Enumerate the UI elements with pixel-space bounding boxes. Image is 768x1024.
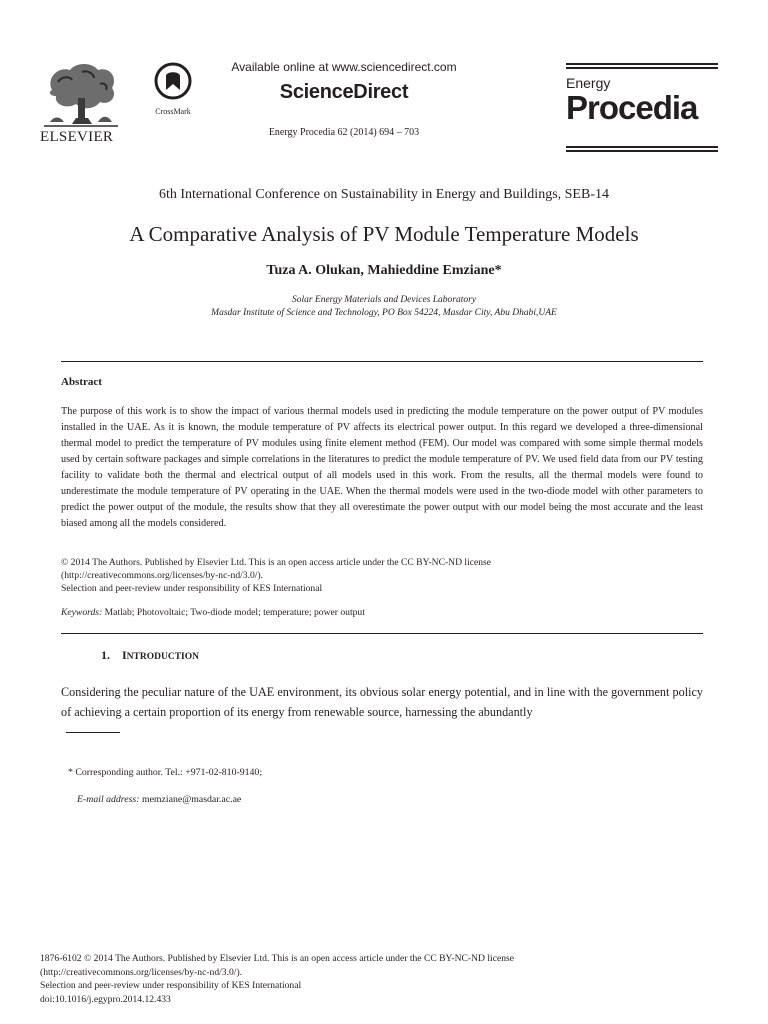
affiliation-line: Solar Energy Materials and Devices Laboratory (291, 295, 477, 305)
elsevier-tree-icon (42, 60, 120, 130)
conference-name: 6th International Conference on Sustainability in Energy and Buildings, SEB-14 (158, 187, 609, 202)
copyright-line: © 2014 The Authors. Published by Elsevier Ltd. This is an open access article under the CC BY-NC-ND license (61, 557, 492, 568)
keywords (61, 607, 703, 618)
affiliation-line: Masdar Institute of Science and Technology, PO Box 54224, Masdar City, Abu Dhabi,UAE (211, 308, 557, 318)
keywords-list: Matlab; Photovoltaic; Two-diode model; temperature; power output (102, 607, 365, 618)
email-address[interactable]: memziane@masdar.ac.ae (139, 794, 242, 805)
email-note (77, 794, 241, 805)
section-divider (61, 361, 703, 362)
section-divider (61, 633, 703, 634)
elsevier-logo (40, 60, 126, 146)
abstract-heading: Abstract (61, 376, 102, 388)
keywords-label: Keywords: (61, 607, 103, 618)
section-heading (101, 648, 199, 663)
logo-rule (566, 146, 718, 148)
logo-energy-text: Energy (566, 75, 611, 91)
corresponding-author-note: * Corresponding author. Tel.: +971-02-810-9140; (68, 767, 263, 778)
peer-review-line: Selection and peer-review under responsibility of KES International (40, 980, 302, 991)
logo-rule (566, 150, 718, 152)
bottom-copyright (40, 952, 720, 1006)
journal-header-center (214, 60, 474, 138)
logo-rule (566, 67, 718, 69)
logo-procedia-text: Procedia (566, 89, 698, 126)
footnote-rule (66, 732, 120, 733)
crossmark-badge[interactable] (148, 62, 198, 116)
affiliation (0, 294, 768, 320)
section-number: 1. (101, 648, 110, 662)
license-link[interactable]: (http://creativecommons.org/licenses/by-nc-nd/3.0/). (40, 966, 243, 978)
crossmark-label: CrossMark (155, 107, 191, 116)
intro-paragraph: Considering the peculiar nature of the UAE environment, its obvious solar energy potential, and in line with the government policy of achieving a certain proportion of its energy from renewable source, harnessing the abundantly (61, 685, 703, 719)
journal-citation: Energy Procedia 62 (2014) 694 – 703 (268, 127, 420, 138)
logo-rule (566, 63, 718, 65)
copyright-line: Selection and peer-review under responsibility of KES International (61, 583, 323, 594)
section-title-rest: NTRODUCTION (126, 652, 199, 662)
paper-title: A Comparative Analysis of PV Module Temperature Models (129, 222, 639, 246)
sciencedirect-logo: ScienceDirect (279, 81, 409, 103)
email-label: E-mail address: (77, 794, 140, 805)
abstract-text: The purpose of this work is to show the impact of various thermal models used in predicting the module temperature on the power output of PV modules installed in the UAE. As it is known, the module temperature of PV affects its electrical power output. In this regard we developed a three-dimensional thermal model to predict the temperature of PV modules using finite element method (FEM). Our model was compared with some simple thermal models used by certain software packages and simple correlations in the literatures to predict the module temperature of PV. We used field data from our PV testing facility to validate both the thermal and electrical output of all models used in this work. From the results, all the thermal models were found to underestimate the module temperature of PV operating in the UAE. When the thermal models were used in the two-diode model with other parameters to predict the power output of the module, the results show that they all overestimate the power output with our model being the most accurate and the least biased among all the models considered. (61, 406, 703, 529)
available-online-text[interactable]: Available online at www.sciencedirect.com (231, 60, 457, 74)
paper-authors: Tuza A. Olukan, Mahieddine Emziane* (266, 263, 502, 278)
elsevier-wordmark: ELSEVIER (40, 129, 114, 145)
energy-procedia-logo (566, 63, 718, 125)
crossmark-icon (154, 62, 192, 100)
copyright-notice (61, 556, 703, 595)
section-title-initial: I (122, 648, 127, 662)
doi[interactable]: doi:10.1016/j.egypro.2014.12.433 (40, 993, 171, 1005)
license-link[interactable]: (http://creativecommons.org/licenses/by-nc-nd/3.0/). (61, 570, 264, 581)
issn-copyright-line: 1876-6102 © 2014 The Authors. Published by Elsevier Ltd. This is an open access article under the CC BY-NC-ND license (40, 953, 515, 964)
